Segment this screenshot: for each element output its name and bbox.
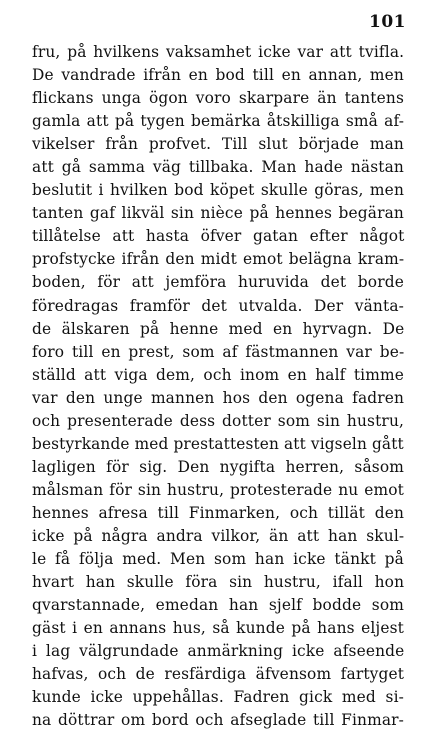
page-number: 101 (369, 12, 406, 32)
text-line: de älskaren på henne med en hyrvagn. De (32, 319, 405, 338)
text-line: bestyrkande med prestattesten att vigseln gått (32, 434, 404, 453)
text-line: tanten gaf likväl sin nièce på hennes begäran (32, 204, 404, 223)
text-line: kunde icke uppehållas. Fadren gick med si- (32, 688, 404, 707)
text-line: i lag välgrundade anmärkning icke afseende (32, 642, 405, 661)
text-line: beslutit i hvilken bod köpet skulle göras, men (32, 181, 404, 200)
text-line: qvarstannade, emedan han sjelf bodde som (32, 596, 404, 615)
text-line: att gå samma väg tillbaka. Man hade nästan (32, 158, 404, 177)
text-line: le få följa med. Men som han icke tänkt på (32, 550, 404, 569)
text-line: fru, på hvilkens vaksamhet icke var att tvifla. (32, 43, 405, 61)
text-line: var den unge mannen hos den ogena fadren (32, 388, 405, 407)
text-line: gäst i en annans hus, så kunde på hans eljest (32, 619, 404, 638)
text-line: De vandrade ifrån en bod till en annan, men (32, 66, 404, 85)
text-line: hennes afresa till Finmarken, och tillät den (32, 503, 405, 522)
text-line: flickans unga ögon voro skarpare än tantens (32, 89, 404, 108)
text-line: boden, för att jemföra huruvida det borde (32, 273, 404, 292)
text-line: icke på några andra vilkor, än att han skul- (32, 526, 405, 545)
text-line: gamla att på tygen bemärka åtskilliga små af- (32, 112, 405, 131)
text-line: vikelser från profvet. Till slut började man (32, 135, 404, 154)
text-line: föredragas framför det utvalda. Der vänta- (32, 296, 404, 315)
text-line: hvart han skulle föra sin hustru, ifall hon (32, 573, 405, 592)
text-line: profstycke ifrån den midt emot belägna kram- (32, 250, 405, 269)
text-line: lagligen för sig. Den nygifta herren, såsom (32, 457, 404, 476)
text-line: foro till en prest, som af fästmannen var be- (32, 342, 405, 361)
text-line: tillåtelse att hasta öfver gatan efter något (32, 227, 405, 246)
text-line: ställd att viga dem, och inom en half timme (32, 365, 404, 384)
text-line: hafvas, och de resfärdiga äfvensom fartyget (32, 665, 405, 684)
text-line: målsman för sin hustru, protesterade nu emot (32, 480, 404, 499)
body-text (32, 41, 404, 732)
text-line: och presenterade dess dotter som sin hustru, (32, 411, 405, 430)
text-line: na döttrar om bord och afseglade till Finmar- (32, 711, 405, 730)
